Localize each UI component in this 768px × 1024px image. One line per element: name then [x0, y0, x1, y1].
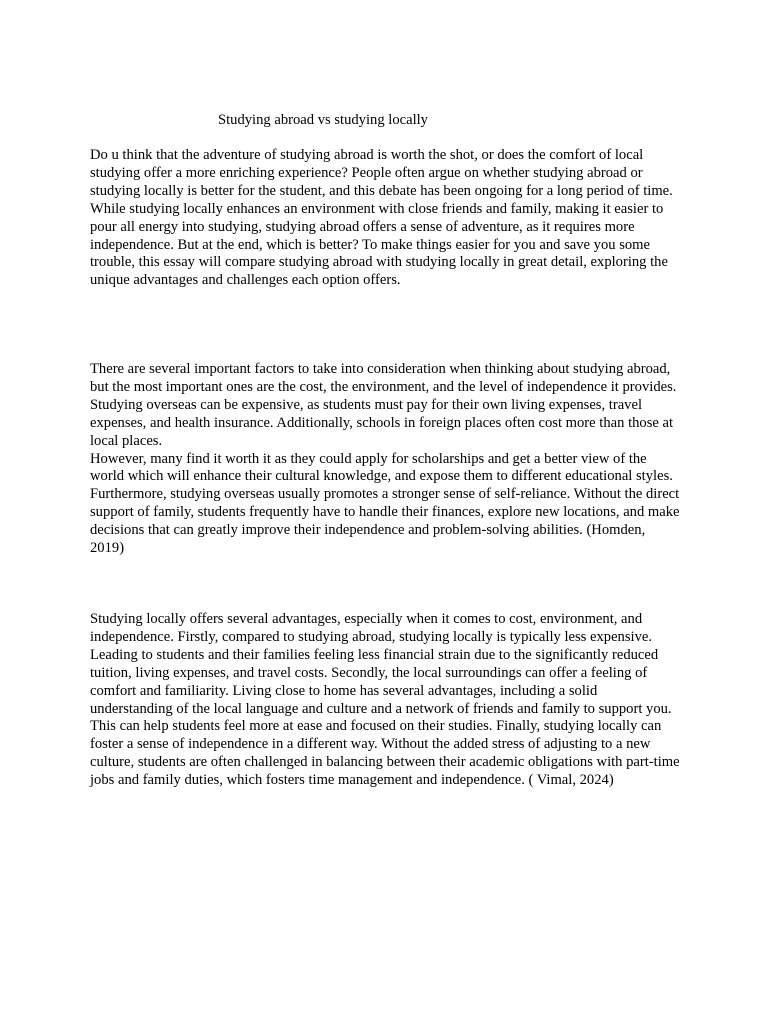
introduction-section — [90, 147, 680, 290]
document-title: Studying abroad vs studying locally — [218, 112, 428, 128]
studying-abroad-section — [90, 361, 680, 558]
paragraph: Do u think that the adventure of studying abroad is worth the shot, or does the comfort of local studying offer a more enriching experience? People often argue on whether studying abroad or studying locally is better for the student, and this debate has been ongoing for a long period of time. — [90, 147, 673, 199]
paragraph: However, many find it worth it as they could apply for scholarships and get a better view of the world which will enhance their cultural knowledge, and expose them to different educational styles. Furthermore, studying overseas usually promotes a stronger sense of self-reliance. Without the direct support of family, students frequently have to handle their finances, explore new locations, and make decisions that can greatly improve their independence and problem-solving abilities. (Homden, 2019) — [90, 450, 680, 557]
studying-locally-section — [90, 611, 680, 790]
paragraph: Studying locally offers several advantages, especially when it comes to cost, environment, and independence. Firstly, compared to studying abroad, studying locally is typically less expensive. Leading to students and their families feeling less financial strain due to the significantly reduced tuition, living expenses, and travel costs. Secondly, the local surroundings can offer a feeling of comfort and familiarity. Living close to home has several advantages, including a solid understanding of the local language and culture and a network of friends and family to support you. This can help students feel more at ease and focused on their studies. Finally, studying locally can foster a sense of independence in a different way. Without the added stress of adjusting to a new culture, students are often challenged in balancing between their academic obligations with part-time jobs and family duties, which fosters time management and independence. ( Vimal, 2024) — [90, 611, 680, 789]
paragraph: While studying locally enhances an environment with close friends and family, making it easier to pour all energy into studying, studying abroad offers a sense of adventure, as it requires more independence. But at the end, which is better? To make things easier for you and save you some trouble, this essay will compare studying abroad with studying locally in great detail, exploring the unique advantages and challenges each option offers. — [90, 200, 668, 289]
paragraph: There are several important factors to take into consideration when thinking about studying abroad, but the most important ones are the cost, the environment, and the level of independence it provides. Studying overseas can be expensive, as students must pay for their own living expenses, travel expenses, and health insurance. Additionally, schools in foreign places often cost more than those at local places. — [90, 361, 677, 449]
